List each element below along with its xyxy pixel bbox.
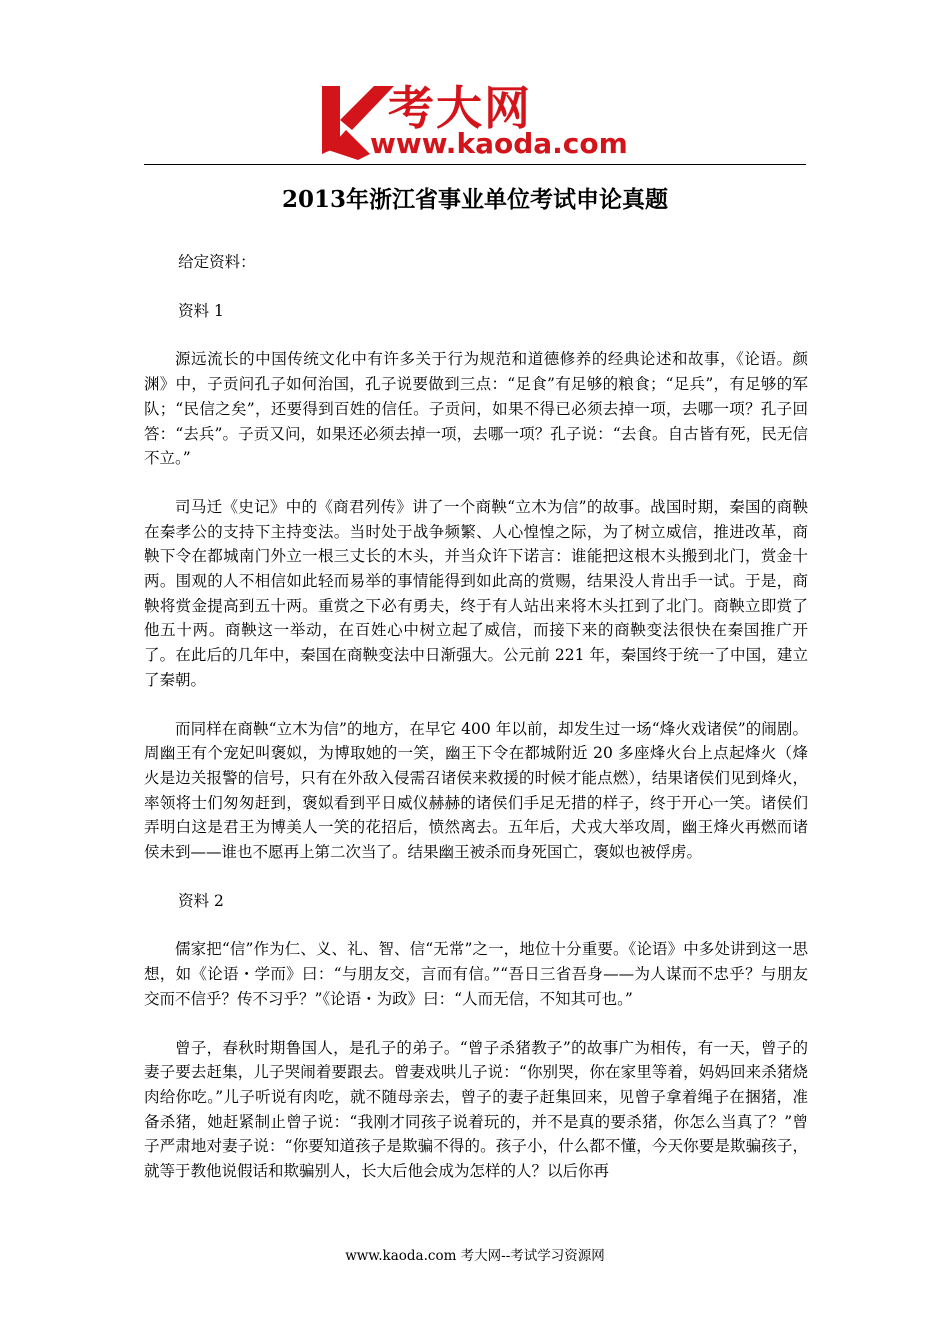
site-logo[interactable] — [318, 80, 638, 160]
document-title: 2013年浙江省事业单位考试申论真题 — [281, 186, 668, 213]
material-1-paragraph-1: 源远流长的中国传统文化中有许多关于行为规范和道德修养的经典论述和故事，《论语。颜渊》中，子贡问孔子如何治国，孔子说要做到三点：“足食”有足够的粮食；“足兵”，有足够的军队；“民信之矣”，还要得到百姓的信任。子贡问，如果不得已必须去掉一项，去哪一项？孔子回答：“去兵”。子贡又问，如果还必须去掉一项，去哪一项？孔子说：“去食。自古皆有死，民无信不立。” — [144, 350, 808, 468]
page-footer: www.kaoda.com 考大网--考试学习资源网 — [345, 1248, 605, 1264]
header-divider — [144, 164, 806, 165]
logo-brand-url: www.kaoda.com — [370, 127, 628, 160]
material-1-label: 资料 1 — [178, 301, 224, 320]
material-1-paragraph-3: 而同样在商鞅“立木为信”的地方，在早它 400 年以前，却发生过一场“烽火戏诸侯”的闹剧。周幽王有个宠妃叫褒姒，为博取她的一笑，幽王下令在都城附近 20 多座烽火台上点起烽火（烽火是边关报警的信号，只有在外敌入侵需召诸侯来救援的时候才能点燃），结果诸侯们见到烽火，率领将士们匆匆赶到，褒姒看到平日威仪赫赫的诸侯们手足无措的样子，终于开心一笑。诸侯们弄明白这是君王为博美人一笑的花招后，愤然离去。五年后，犬戎大举攻周，幽王烽火再燃而诸侯未到——谁也不愿再上第二次当了。结果幽王被杀而身死国亡，褒姒也被俘虏。 — [144, 719, 808, 862]
logo-brand-name: 考大网 — [388, 81, 532, 135]
material-2-paragraph-2: 曾子，春秋时期鲁国人，是孔子的弟子。“曾子杀猪教子”的故事广为相传，有一天，曾子的妻子要去赶集，儿子哭闹着要跟去。曾妻戏哄儿子说：“你别哭，你在家里等着，妈妈回来杀猪烧肉给你吃。”儿子听说有肉吃，就不随母亲去，曾子的妻子赶集回来，见曾子拿着绳子在捆猪，准备杀猪，她赶紧制止曾子说：“我刚才同孩子说着玩的，并不是真的要杀猪，你怎么当真了？”曾子严肃地对妻子说：“你要知道孩子是欺骗不得的。孩子小，什么都不懂，今天你要是欺骗孩子，就等于教他说假话和欺骗别人，长大后他会成为怎样的人？以后你再 — [144, 1038, 808, 1181]
material-2-label: 资料 2 — [178, 891, 224, 910]
material-1-paragraph-2: 司马迁《史记》中的《商君列传》讲了一个商鞅“立木为信”的故事。战国时期，秦国的商鞅在秦孝公的支持下主持变法。当时处于战争频繁、人心惶惶之际，为了树立威信，推进改革，商鞅下令在都城南门外立一根三丈长的木头，并当众许下诺言：谁能把这根木头搬到北门，赏金十两。围观的人不相信如此轻而易举的事情能得到如此高的赏赐，结果没人肯出手一试。于是，商鞅将赏金提高到五十两。重赏之下必有勇夫，终于有人站出来将木头扛到了北门。商鞅立即赏了他五十两。商鞅这一举动，在百姓心中树立起了威信，而接下来的商鞅变法很快在秦国推广开了。在此后的几年中，秦国在商鞅变法中日渐强大。公元前 221 年，秦国终于统一了中国，建立了秦朝。 — [144, 497, 808, 689]
document-body — [144, 250, 808, 1184]
material-2-paragraph-1: 儒家把“信”作为仁、义、礼、智、信“无常”之一，地位十分重要。《论语》中多处讲到这一思想，如《论语・学而》曰：“与朋友交，言而有信。”“吾日三省吾身——为人谋而不忠乎？与朋友交而不信乎？传不习乎？”《论语・为政》曰：“人而无信，不知其可也。” — [144, 940, 808, 1008]
given-material-label: 给定资料： — [178, 253, 256, 271]
